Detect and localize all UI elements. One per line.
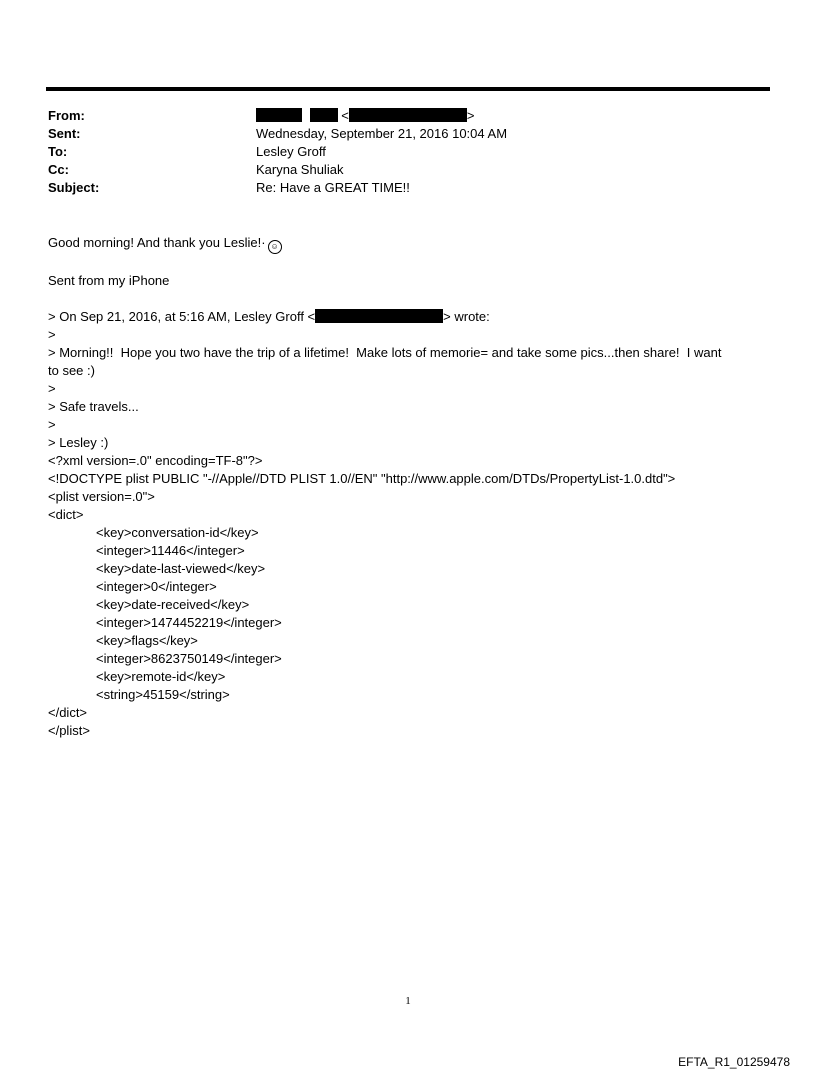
greeting-line <box>48 234 768 254</box>
cc-row <box>48 161 768 179</box>
dict-open: <dict> <box>48 507 84 522</box>
email-body <box>48 234 768 740</box>
dict-line: <string>45159</string> <box>96 687 230 702</box>
email-header <box>48 107 768 197</box>
to-row <box>48 143 768 161</box>
dict-line: <key>date-last-viewed</key> <box>96 561 266 576</box>
cc-label: Cc: <box>48 162 69 177</box>
cc-value: Karyna Shuliak <box>256 162 344 177</box>
quote-intro-before: > On Sep 21, 2016, at 5:16 AM, Lesley Groff < <box>48 309 316 324</box>
redaction-block <box>349 108 467 122</box>
dict-line: <key>date-received</key> <box>96 597 250 612</box>
to-label: To: <box>48 144 68 159</box>
bates-number: EFTA_R1_01259478 <box>678 1055 790 1069</box>
dict-line: <key>flags</key> <box>96 633 198 648</box>
quote-intro <box>48 308 768 326</box>
from-value <box>256 107 768 125</box>
from-row <box>48 107 768 125</box>
from-gt: > <box>466 108 475 123</box>
from-label: From: <box>48 108 85 123</box>
quote-blank-line: > <box>48 381 56 396</box>
dict-line: <integer>8623750149</integer> <box>96 651 282 666</box>
dict-line: <key>conversation-id</key> <box>96 525 259 540</box>
quote-message-line: to see :) <box>48 363 95 378</box>
smiley-emoji-icon: ☺ <box>268 240 282 254</box>
header-rule <box>46 87 770 91</box>
dict-line: <integer>11446</integer> <box>96 543 245 558</box>
redaction-block <box>315 309 443 323</box>
plist-close: </plist> <box>48 723 90 738</box>
greeting-text: Good morning! And thank you Leslie!· <box>48 235 266 250</box>
quote-sign-line: > Lesley :) <box>48 435 109 450</box>
dict-line: <integer>1474452219</integer> <box>96 615 282 630</box>
page-number: 1 <box>405 995 411 1007</box>
doctype-line: <!DOCTYPE plist PUBLIC "-//Apple//DTD PLIST 1.0//EN" "http://www.apple.com/DTDs/PropertyList-1.0.dtd"> <box>48 471 676 486</box>
subject-value: Re: Have a GREAT TIME!! <box>256 180 410 195</box>
quote-blank-line: > <box>48 327 56 342</box>
plist-open: <plist version=.0"> <box>48 489 155 504</box>
subject-row <box>48 179 768 197</box>
redaction-block <box>310 108 338 122</box>
quote-safe-line: > Safe travels... <box>48 399 139 414</box>
quote-blank-line: > <box>48 417 56 432</box>
redaction-block <box>256 108 302 122</box>
dict-line: <integer>0</integer> <box>96 579 217 594</box>
quote-intro-after: > wrote: <box>443 309 490 324</box>
from-lt: < <box>341 108 349 123</box>
to-value: Lesley Groff <box>256 144 326 159</box>
xml-declaration: <?xml version=.0" encoding=TF-8"?> <box>48 453 263 468</box>
subject-label: Subject: <box>48 180 100 195</box>
dict-line: <key>remote-id</key> <box>96 669 226 684</box>
sent-row <box>48 125 768 143</box>
sent-value: Wednesday, September 21, 2016 10:04 AM <box>256 126 508 141</box>
sent-label: Sent: <box>48 126 81 141</box>
dict-close: </dict> <box>48 705 88 720</box>
quote-message-line: > Morning!! Hope you two have the trip of a lifetime! Make lots of memorie= and take some pics...then share! I want <box>48 345 722 360</box>
signature-line: Sent from my iPhone <box>48 273 170 288</box>
